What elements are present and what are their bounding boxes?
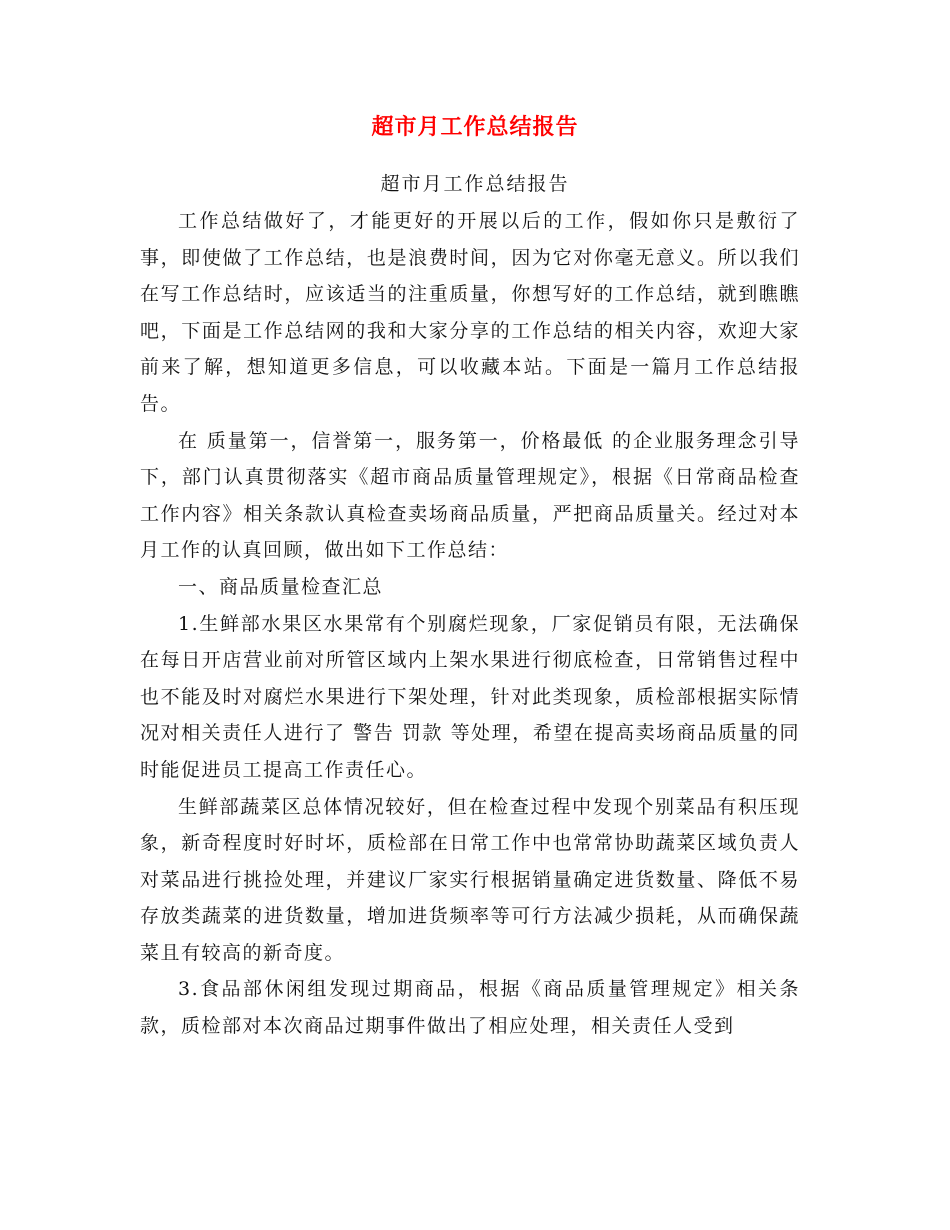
- document-title: 超市月工作总结报告: [371, 114, 579, 140]
- paragraph-vegetable-area: 生鲜部蔬菜区总体情况较好，但在检查过程中发现个别菜品有积压现象，新奇程度时好时坏，质检部在日常工作中也常常协助蔬菜区域负责人对菜品进行挑捡处理，并建议厂家实行根据销量确定进货数量、降低不易存放类蔬菜的进货数量，增加进货频率等可行方法减少损耗，从而确保蔬菜且有较高的新奇度。: [140, 795, 800, 964]
- paragraph-fruit-area: 1.生鲜部水果区水果常有个别腐烂现象，厂家促销员有限，无法确保在每日开店营业前对所管区域内上架水果进行彻底检查，日常销售过程中也不能及时对腐烂水果进行下架处理，针对此类现象，质检部根据实际情况对相关责任人进行了 警告 罚款 等处理，希望在提高卖场商品质量的同时能促进员工提高工作责任心。: [140, 612, 800, 781]
- document-body: [140, 203, 800, 1045]
- paragraph-service-concept: 在 质量第一，信誉第一，服务第一，价格最低 的企业服务理念引导下，部门认真贯彻落实《超市商品质量管理规定》，根据《日常商品检查工作内容》相关条款认真检查卖场商品质量，严把商品质量关。经过对本月工作的认真回顾，做出如下工作总结：: [140, 429, 800, 562]
- document-subtitle: 超市月工作总结报告: [380, 173, 570, 195]
- paragraph-intro: 工作总结做好了，才能更好的开展以后的工作，假如你只是敷衍了事，即使做了工作总结，也是浪费时间，因为它对你毫无意义。所以我们在写工作总结时，应该适当的注重质量，你想写好的工作总结，就到瞧瞧吧，下面是工作总结网的我和大家分享的工作总结的相关内容，欢迎大家前来了解，想知道更多信息，可以收藏本站。下面是一篇月工作总结报告。: [140, 210, 800, 415]
- section-heading-quality-check: 一、商品质量检查汇总: [178, 575, 384, 598]
- paragraph-food-department: 3.食品部休闲组发现过期商品，根据《商品质量管理规定》相关条款，质检部对本次商品过期事件做出了相应处理，相关责任人受到: [140, 978, 800, 1038]
